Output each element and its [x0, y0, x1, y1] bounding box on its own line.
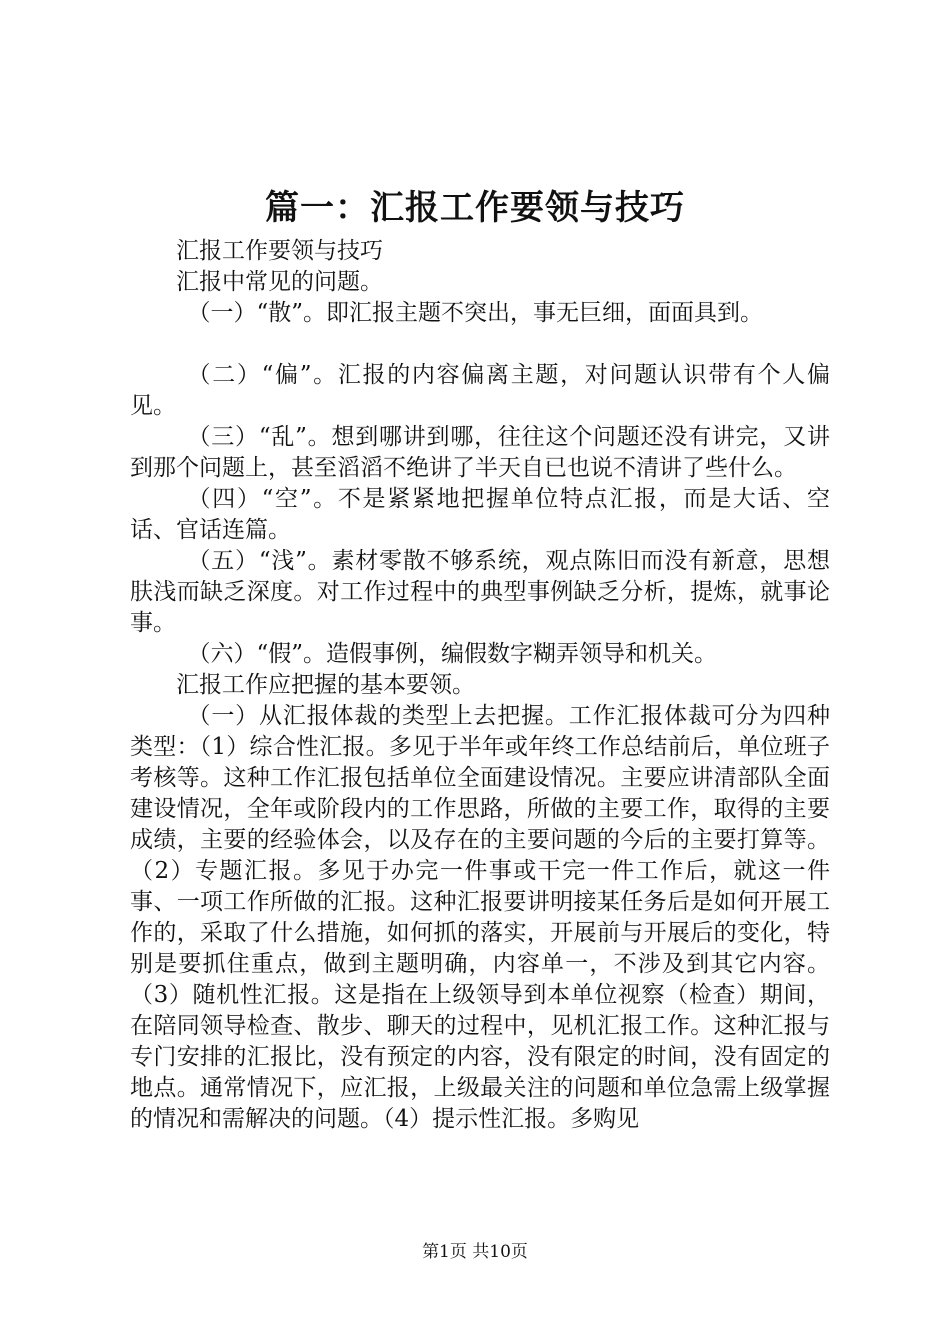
paragraph-common-problems: 汇报中常见的问题。	[176, 269, 383, 295]
document-body	[130, 236, 830, 1135]
paragraph-problem-3: （三）“乱”。想到哪讲到哪，往往这个问题还没有讲完，又讲到那个问题上，甚至滔滔不绝讲了半天自已也说不清讲了些什么。	[130, 424, 830, 481]
page-footer: 第1页 共10页	[422, 1242, 528, 1262]
paragraph-problem-5: （五）“浅”。素材零散不够系统，观点陈旧而没有新意，思想肤浅而缺乏深度。对工作过程中的典型事例缺乏分析，提炼，就事论事。	[130, 548, 830, 636]
document-title: 篇一：汇报工作要领与技巧	[265, 188, 685, 228]
paragraph-subtitle: 汇报工作要领与技巧	[176, 238, 383, 264]
paragraph-problem-4: （四）“空”。不是紧紧地把握单位特点汇报，而是大话、空话、官话连篇。	[130, 486, 830, 543]
paragraph-point-1: （一）从汇报体裁的类型上去把握。工作汇报体裁可分为四种类型：（1）综合性汇报。多见于半年或年终工作总结前后，单位班子考核等。这种工作汇报包括单位全面建设情况。主要应讲清部队全面建设情况，全年或阶段内的工作思路，所做的主要工作，取得的主要成绩，主要的经验体会，以及存在的主要问题的今后的主要打算等。（2）专题汇报。多见于办完一件事或干完一件工作后，就这一件事、一项工作所做的汇报。这种汇报要讲明接某任务后是如何开展工作的，采取了什么措施，如何抓的落实，开展前与开展后的变化，特别是要抓住重点，做到主题明确，内容单一，不涉及到其它内容。（3）随机性汇报。这是指在上级领导到本单位视察（检查）期间，在陪同领导检查、散步、聊天的过程中，见机汇报工作。这种汇报与专门安排的汇报比，没有预定的内容，没有限定的时间，没有固定的地点。通常情况下，应汇报，上级最关注的问题和单位急需上级掌握的情况和需解决的问题。（4）提示性汇报。多购见	[130, 703, 830, 1132]
paragraph-problem-1: （一）“散”。即汇报主题不突出，事无巨细，面面具到。	[187, 300, 764, 326]
paragraph-problem-2: （二）“偏”。汇报的内容偏离主题，对问题认识带有个人偏见。	[130, 362, 830, 419]
paragraph-problem-6: （六）“假”。造假事例，编假数字糊弄领导和机关。	[187, 641, 718, 667]
paragraph-key-points: 汇报工作应把握的基本要领。	[176, 672, 475, 698]
